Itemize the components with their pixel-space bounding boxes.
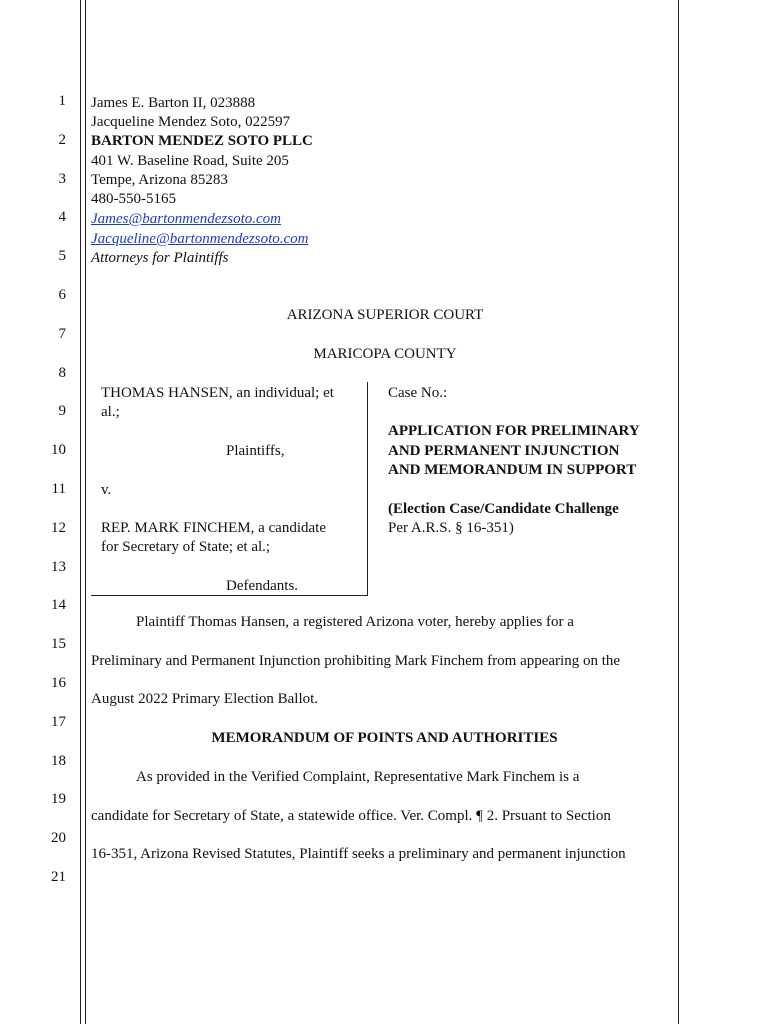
document-title-line-2: AND PERMANENT INJUNCTION (388, 443, 620, 459)
address-line-1: 401 W. Baseline Road, Suite 205 (91, 153, 289, 169)
plaintiffs-label: Plaintiffs, (226, 443, 285, 459)
defendant-line-2: for Secretary of State; et al.; (101, 539, 271, 555)
line-number: 14 (51, 597, 66, 614)
line-number: 2 (58, 131, 66, 148)
body-paragraph-2-line-3: 16-351, Arizona Revised Statutes, Plaintiff seeks a preliminary and permanent injunction (91, 846, 626, 862)
attorney-name-1: James E. Barton II, 023888 (91, 95, 256, 111)
case-number-label: Case No.: (388, 385, 448, 401)
county-name: MARICOPA COUNTY (313, 346, 457, 362)
line-number: 7 (58, 325, 66, 342)
line-number: 11 (51, 481, 66, 497)
body-paragraph-1-line-3: August 2022 Primary Election Ballot. (91, 691, 319, 707)
left-margin-rule-outer (80, 0, 81, 1024)
line-number: 15 (51, 636, 66, 653)
attorney-role: Attorneys for Plaintiffs (91, 250, 229, 266)
defendant-line-1: REP. MARK FINCHEM, a candidate (101, 520, 326, 536)
line-number: 1 (58, 93, 66, 109)
line-number: 4 (58, 209, 66, 226)
case-subtitle-line-2: Per A.R.S. § 16-351) (388, 520, 514, 536)
document-title-line-3: AND MEMORANDUM IN SUPPORT (388, 462, 637, 478)
memorandum-heading: MEMORANDUM OF POINTS AND AUTHORITIES (211, 730, 558, 746)
email-link-2[interactable]: Jacqueline@bartonmendezsoto.com (91, 231, 309, 247)
caption-box (91, 382, 368, 596)
line-number: 17 (51, 713, 66, 730)
email-link-1[interactable]: James@bartonmendezsoto.com (91, 211, 282, 227)
right-margin-rule (678, 0, 679, 1024)
line-number: 6 (58, 287, 66, 303)
address-line-2: Tempe, Arizona 85283 (91, 172, 228, 188)
line-number: 5 (58, 248, 66, 265)
case-subtitle-line-1: (Election Case/Candidate Challenge (388, 501, 619, 517)
versus: v. (101, 482, 112, 498)
line-number: 3 (58, 170, 66, 187)
line-number: 19 (51, 791, 66, 808)
line-number: 12 (51, 519, 66, 536)
court-name: ARIZONA SUPERIOR COURT (286, 307, 484, 323)
plaintiff-line-2: al.; (101, 404, 120, 420)
line-number: 18 (51, 752, 66, 769)
line-number: 8 (58, 364, 66, 381)
line-number: 13 (51, 558, 66, 575)
line-number: 10 (51, 442, 66, 459)
line-number: 20 (51, 830, 66, 847)
body-paragraph-2-line-2: candidate for Secretary of State, a statewide office. Ver. Compl. ¶ 2. Prsuant to Section (91, 808, 611, 824)
left-margin-rule-inner (85, 0, 86, 1024)
attorney-name-2: Jacqueline Mendez Soto, 022597 (91, 114, 291, 130)
document-title-line-1: APPLICATION FOR PRELIMINARY (388, 423, 640, 439)
body-paragraph-2-line-1: As provided in the Verified Complaint, Representative Mark Finchem is a (136, 769, 580, 785)
line-number: 16 (51, 675, 66, 691)
firm-name: BARTON MENDEZ SOTO PLLC (91, 133, 313, 149)
defendants-label: Defendants. (226, 578, 299, 594)
plaintiff-line-1: THOMAS HANSEN, an individual; et (101, 385, 334, 401)
line-number: 9 (58, 403, 66, 420)
line-number: 21 (51, 869, 66, 885)
phone-number: 480-550-5165 (91, 191, 176, 207)
body-paragraph-1-line-1: Plaintiff Thomas Hansen, a registered Arizona voter, hereby applies for a (136, 614, 574, 630)
body-paragraph-1-line-2: Preliminary and Permanent Injunction prohibiting Mark Finchem from appearing on the (91, 653, 621, 669)
